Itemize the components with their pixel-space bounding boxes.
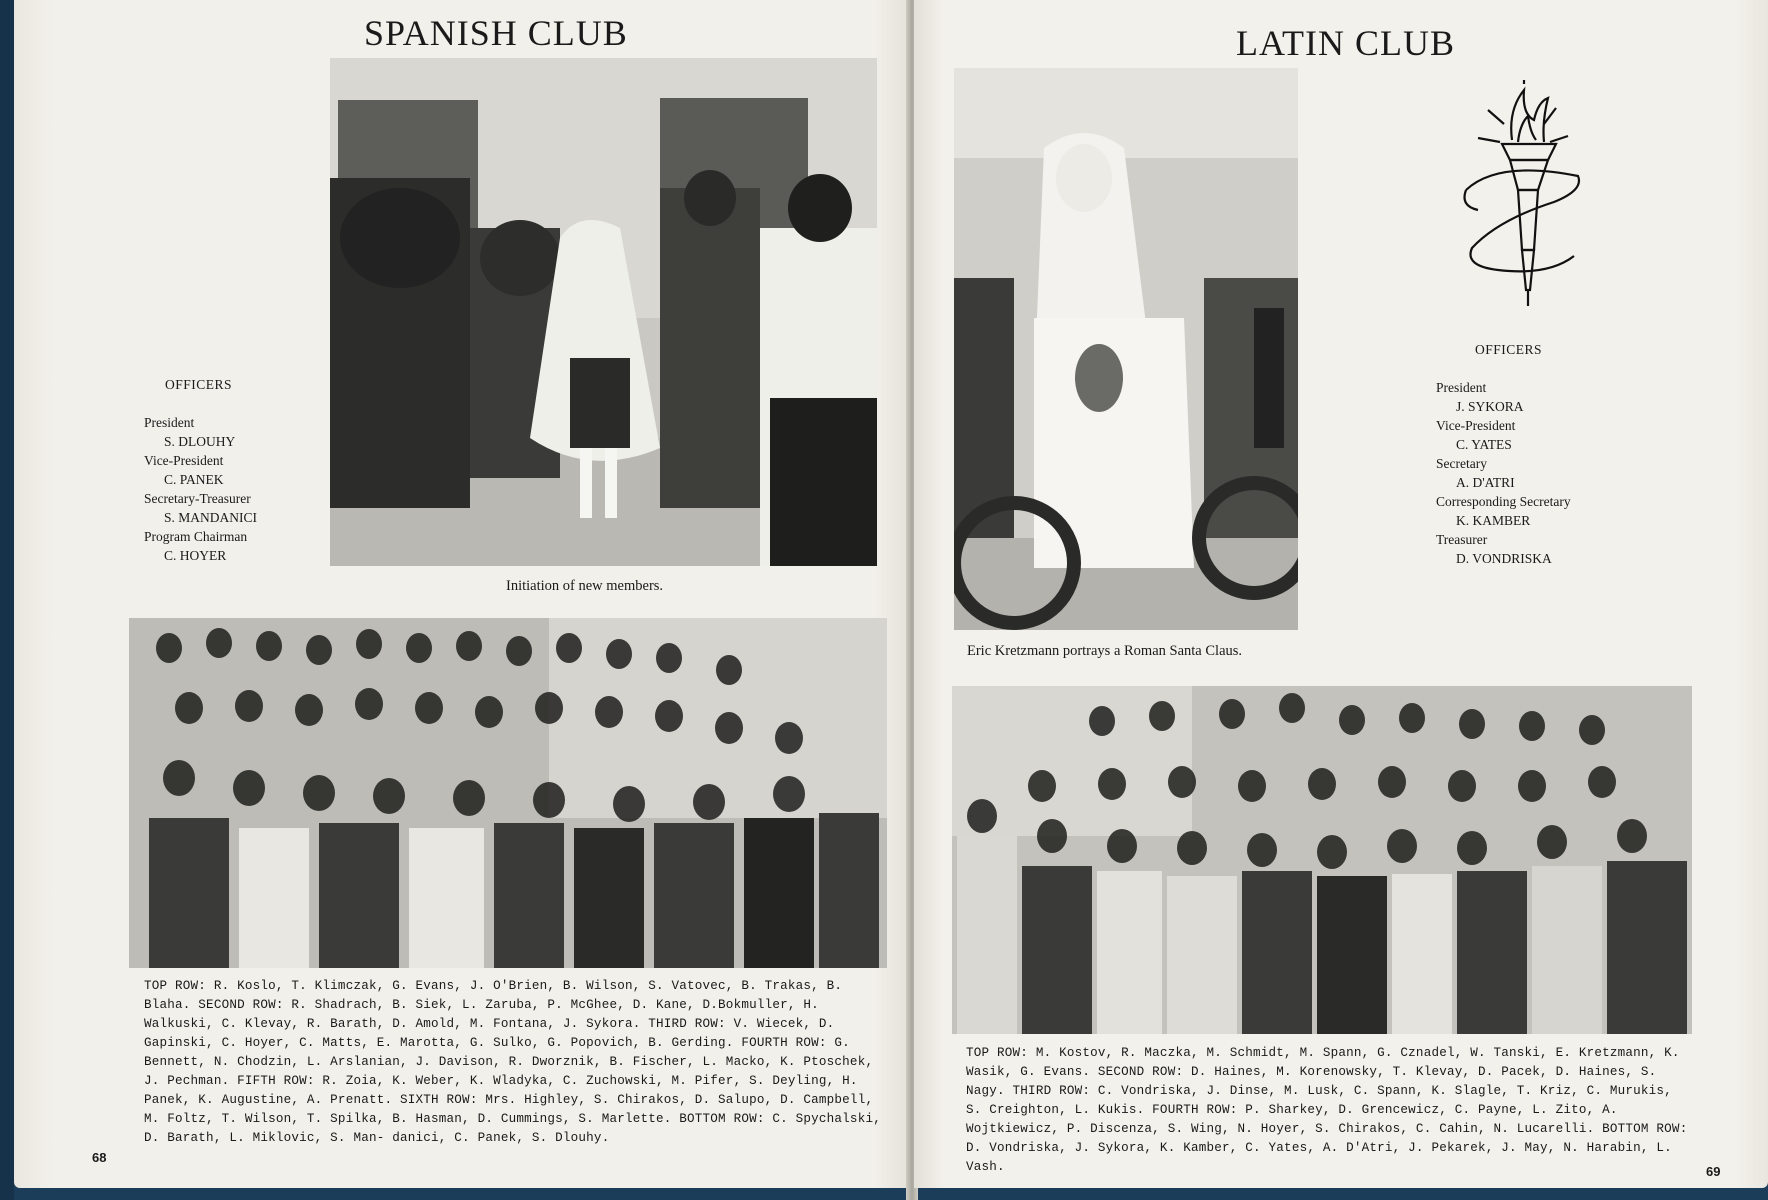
page-number-right: 69 <box>1706 1164 1721 1179</box>
roman-santa-caption: Eric Kretzmann portrays a Roman Santa Claus. <box>967 643 1243 659</box>
officer-name: C. YATES <box>1456 437 1512 452</box>
officer-role: President <box>1436 380 1487 395</box>
officer-role: President <box>144 415 195 430</box>
officer-role: Corresponding Secretary <box>1436 494 1571 509</box>
officer-role: Treasurer <box>1436 532 1488 547</box>
page-number-left: 68 <box>92 1150 107 1165</box>
spanish-club-title: SPANISH CLUB <box>364 13 628 53</box>
officer-role: Secretary <box>1436 456 1487 471</box>
roman-santa-photo <box>954 68 1298 630</box>
latin-officers <box>1436 340 1571 568</box>
initiation-photo <box>330 58 877 566</box>
officer-name: D. VONDRISKA <box>1456 551 1552 566</box>
left-page <box>14 0 910 1188</box>
roman-santa-photo-image <box>954 68 1298 630</box>
spanish-club-group-photo <box>129 618 887 968</box>
latin-club-title: LATIN CLUB <box>1236 23 1455 63</box>
torch-icon <box>1458 80 1586 312</box>
officer-role: Vice-President <box>1436 418 1516 433</box>
officer-name: A. D'ATRI <box>1456 475 1515 490</box>
initiation-photo-image <box>330 58 877 566</box>
officer-role: Program Chairman <box>144 529 248 544</box>
officer-name: K. KAMBER <box>1456 513 1531 528</box>
officer-name: C. HOYER <box>164 548 227 563</box>
right-page <box>914 0 1768 1188</box>
officer-name: J. SYKORA <box>1456 399 1524 414</box>
spanish-group-photo-image <box>129 618 887 968</box>
latin-club-group-photo <box>952 686 1692 1034</box>
spanish-officers <box>144 375 257 565</box>
initiation-photo-caption: Initiation of new members. <box>506 578 664 594</box>
latin-club-roster: TOP ROW: M. Kostov, R. Maczka, M. Schmidt, M. Spann, G. Cznadel, W. Tanski, E. Kretzmann, K. Wasik, G. Evans. SECOND ROW: D. Haines, M. Korenowsky, T. Klevay, D. Pacek, D. Haines, S. Nagy. THIRD ROW: C. Vondriska, J. Dinse, M. Lusk, C. Spann, K. Slagle, T. Kriz, C. Murukis, S. Creighton, L. Kukis. FOURTH ROW: P. Sharkey, D. Grencewicz, C. Payne, L. Zito, A. Wojtkiewicz, P. Discenza, S. Wing, N. Hoyer, S. Chirakos, C. Cahin, N. Lucarelli. BOTTOM ROW: D. Vondriska, J. Sykora, K. Kamber, C. Yates, A. D'Atri, J. Pekarek, J. May, N. Harabin, L. Vash. <box>966 1046 1688 1174</box>
officer-name: C. PANEK <box>164 472 224 487</box>
officers-heading: OFFICERS <box>1475 342 1543 357</box>
officer-role: Vice-President <box>144 453 224 468</box>
latin-group-photo-image <box>952 686 1692 1034</box>
officer-name: S. MANDANICI <box>164 510 258 525</box>
book-cover-edge <box>0 0 14 1200</box>
spanish-club-roster: TOP ROW: R. Koslo, T. Klimczak, G. Evans, J. O'Brien, B. Wilson, S. Vatovec, B. Trakas, B. Blaha. SECOND ROW: R. Shadrach, B. Siek, L. Zaruba, P. McGhee, D. Kane, D.Bokmuller, H. Walkuski, C. Klevay, R. Barath, D. Amold, M. Fontana, J. Sykora. THIRD ROW: V. Wiecek, D. Gapinski, C. Hoyer, C. Matts, E. Marotta, G. Sulko, G. Popovich, B. Gerding. FOURTH ROW: G. Bennett, N. Chodzin, L. Arslanian, J. Davison, R. Dworznik, B. Fischer, L. Macko, K. Ptoschek, J. Pechman. FIFTH ROW: R. Zoia, K. Weber, K. Wladyka, C. Zuchowski, M. Pifer, S. Deyling, H. Panek, K. Augustine, A. Prenatt. SIXTH ROW: Mrs. Highley, S. Chirakos, D. Salupo, D. Campbell, M. Foltz, T. Wilson, T. Spilka, B. Hasman, D. Cummings, S. Marlette. BOTTOM ROW: C. Spychalski, D. Barath, L. Miklovic, S. Man- danici, C. Panek, S. Dlouhy. <box>144 979 881 1145</box>
officers-heading: OFFICERS <box>165 377 233 392</box>
officer-role: Secretary-Treasurer <box>144 491 251 506</box>
officer-name: S. DLOUHY <box>164 434 236 449</box>
